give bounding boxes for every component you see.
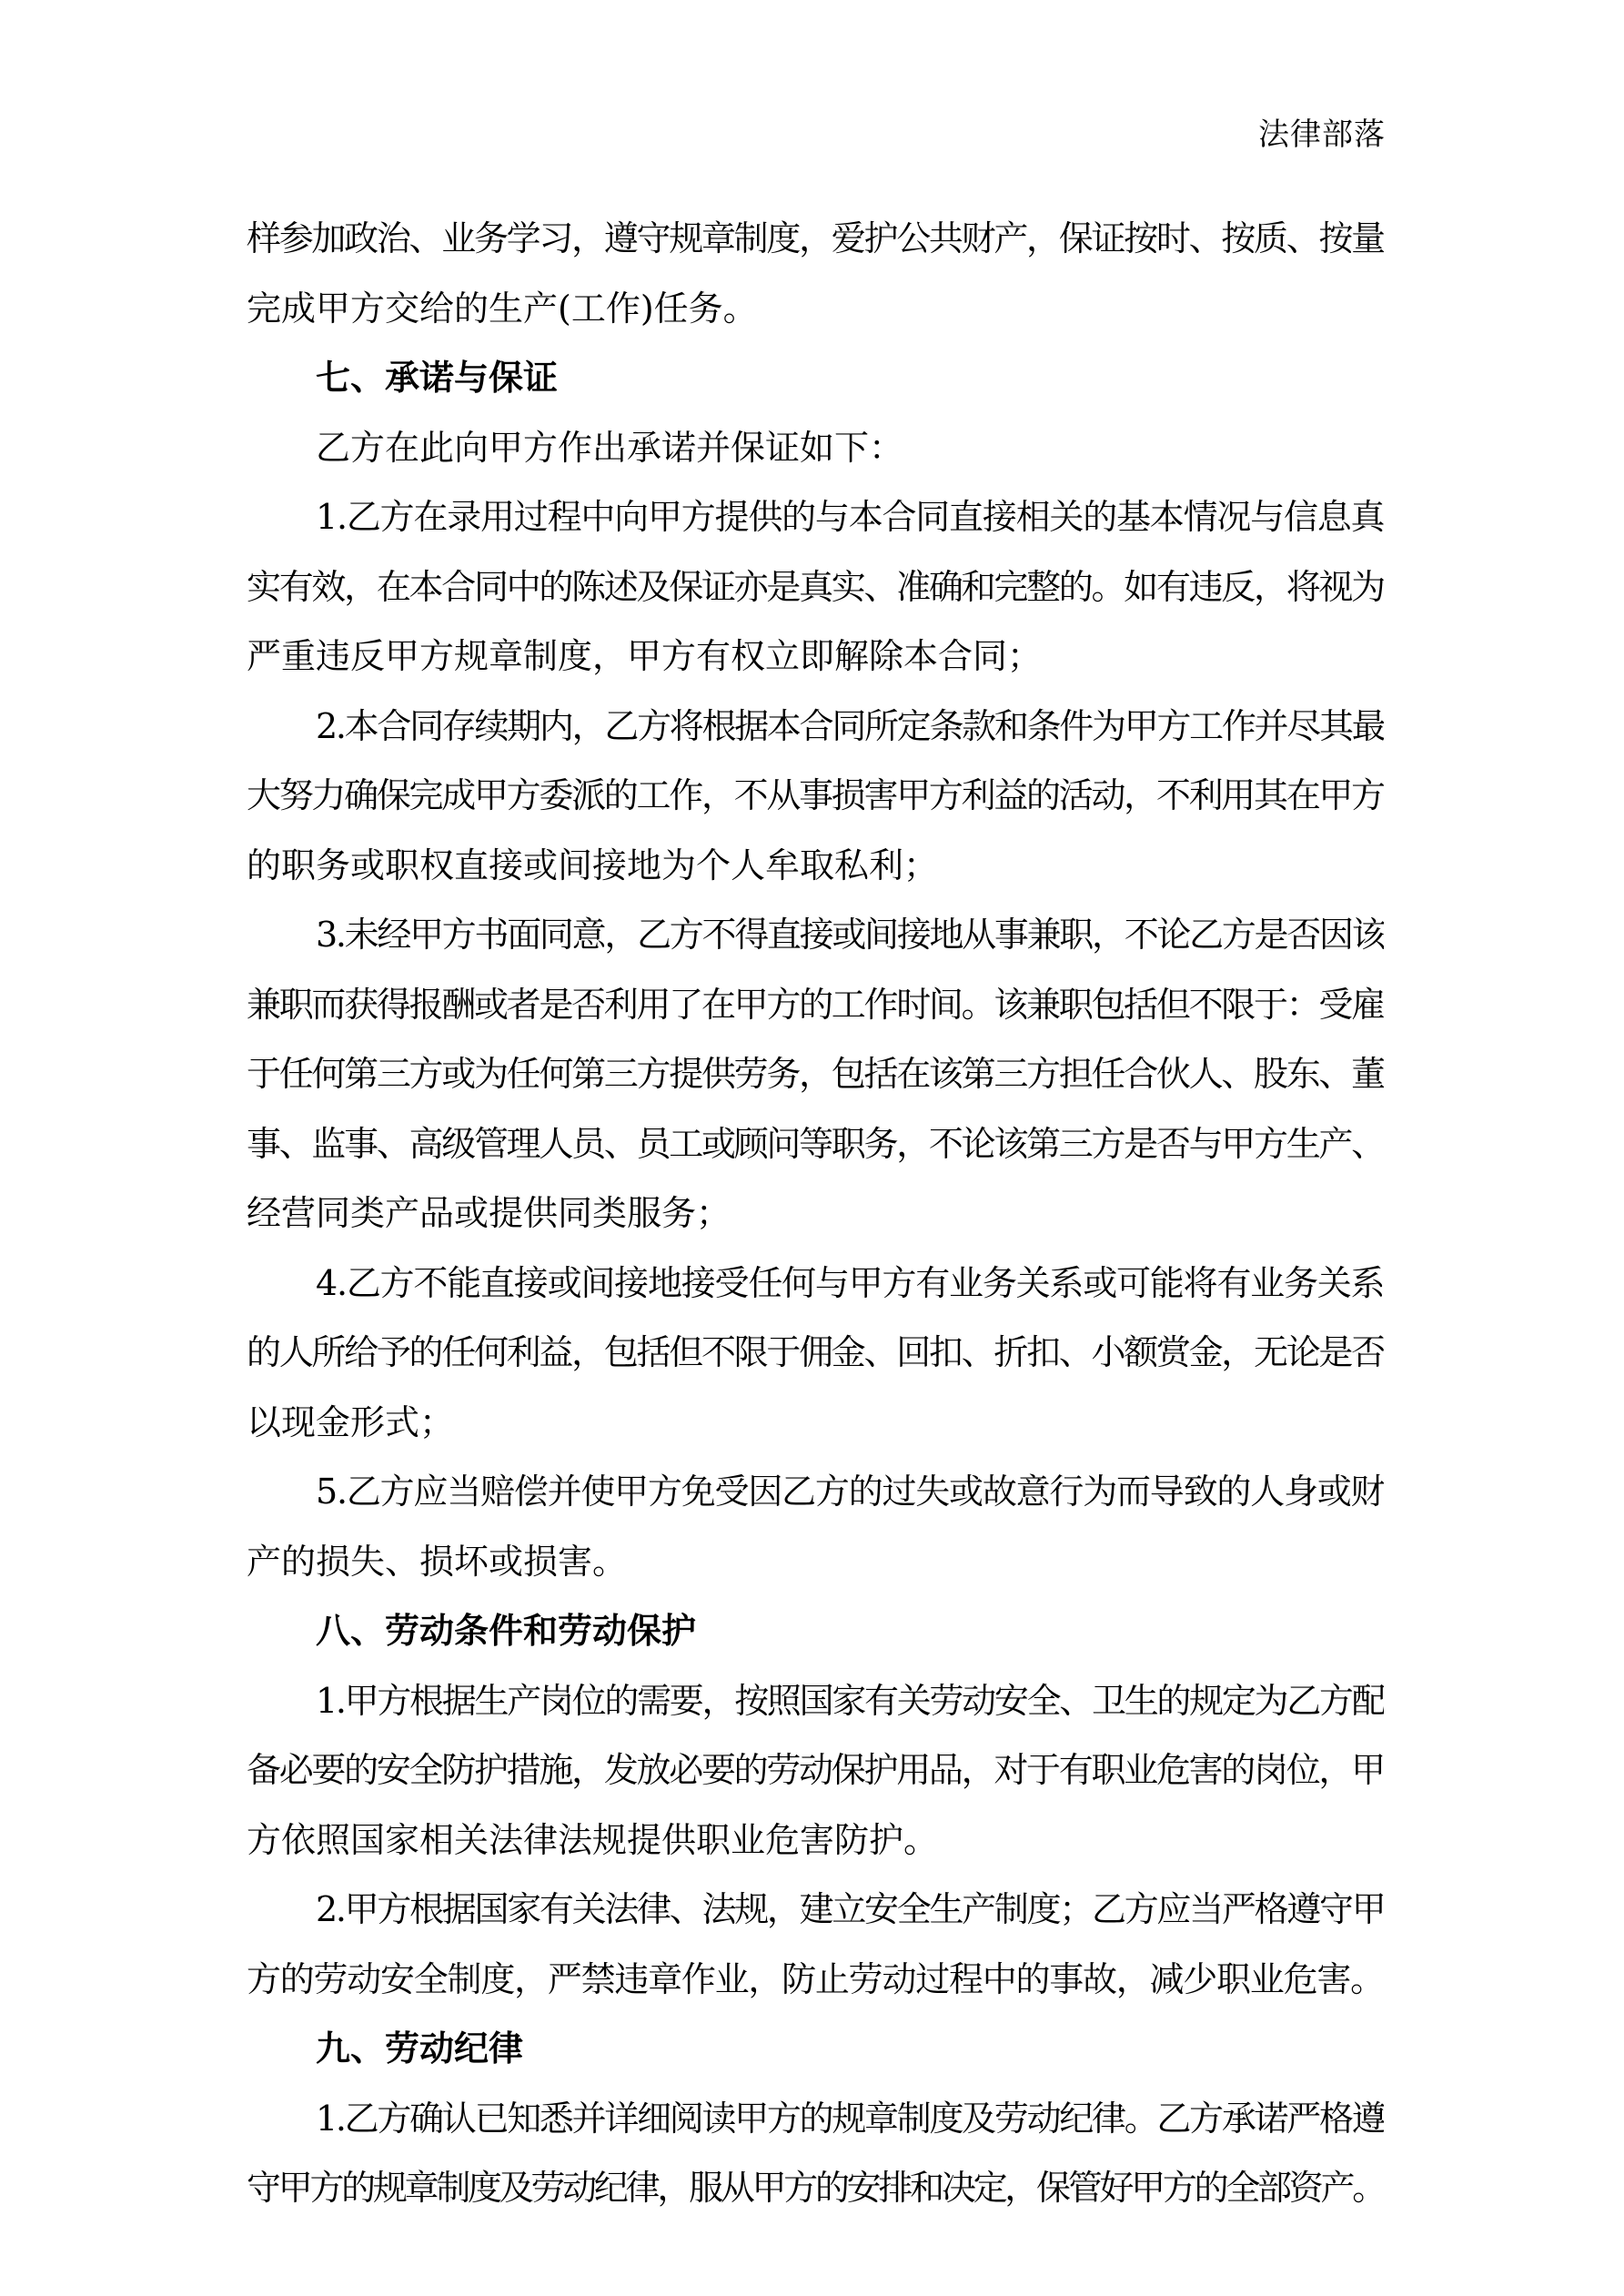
paragraph-line: 于任何第三方或为任何第三方提供劳务，包括在该第三方担任合伙人、股东、董 <box>247 1054 1384 1094</box>
paragraph-line: 样参加政治、业务学习，遵守规章制度，爱护公共财产，保证按时、按质、按量 <box>247 218 1384 258</box>
paragraph-line: 3.未经甲方书面同意，乙方不得直接或间接地从事兼职，不论乙方是否因该 <box>316 915 1384 955</box>
paragraph-line: 2.甲方根据国家有关法律、法规，建立安全生产制度；乙方应当严格遵守甲 <box>316 1889 1384 1929</box>
paragraph-line: 实有效，在本合同中的陈述及保证亦是真实、准确和完整的。如有违反，将视为 <box>247 566 1384 607</box>
paragraph-line: 备必要的安全防护措施，发放必要的劳动保护用品，对于有职业危害的岗位，甲 <box>247 1750 1384 1790</box>
section-heading: 九、劳动纪律 <box>316 2028 524 2068</box>
paragraph-line: 乙方在此向甲方作出承诺并保证如下： <box>316 427 904 468</box>
paragraph-line: 方的劳动安全制度，严禁违章作业，防止劳动过程中的事故，减少职业危害。 <box>247 1958 1384 1999</box>
paragraph-line: 2.本合同存续期内，乙方将根据本合同所定条款和条件为甲方工作并尽其最 <box>316 705 1384 746</box>
document-body <box>247 204 1384 2223</box>
paragraph-line: 的人所给予的任何利益，包括但不限于佣金、回扣、折扣、小额赏金，无论是否 <box>247 1332 1384 1372</box>
paragraph-line: 产的损失、损坏或损害。 <box>247 1541 628 1582</box>
paragraph-line: 1.乙方在录用过程中向甲方提供的与本合同直接相关的基本情况与信息真 <box>316 497 1384 537</box>
paragraph-line: 5.乙方应当赔偿并使甲方免受因乙方的过失或故意行为而导致的人身或财 <box>316 1472 1384 1512</box>
header-label: 法律部落 <box>1258 116 1386 153</box>
section-heading: 八、劳动条件和劳动保护 <box>316 1611 697 1651</box>
paragraph-line: 以现金形式； <box>247 1401 455 1442</box>
paragraph-line: 1.乙方确认已知悉并详细阅读甲方的规章制度及劳动纪律。乙方承诺严格遵 <box>316 2098 1384 2139</box>
paragraph-line: 完成甲方交给的生产(工作)任务。 <box>247 288 758 329</box>
paragraph-line: 1.甲方根据生产岗位的需要，按照国家有关劳动安全、卫生的规定为乙方配 <box>316 1680 1384 1721</box>
paragraph-line: 事、监事、高级管理人员、员工或顾问等职务，不论该第三方是否与甲方生产、 <box>247 1123 1384 1164</box>
paragraph-line: 大努力确保完成甲方委派的工作，不从事损害甲方利益的活动，不利用其在甲方 <box>247 775 1384 815</box>
paragraph-line: 兼职而获得报酬或者是否利用了在甲方的工作时间。该兼职包括但不限于：受雇 <box>247 984 1384 1025</box>
paragraph-line: 严重违反甲方规章制度，甲方有权立即解除本合同； <box>247 636 1043 676</box>
paragraph-line: 守甲方的规章制度及劳动纪律，服从甲方的安排和决定，保管好甲方的全部资产。 <box>247 2168 1384 2208</box>
section-heading: 七、承诺与保证 <box>316 358 559 398</box>
paragraph-line: 方依照国家相关法律法规提供职业危害防护。 <box>247 1819 939 1860</box>
paragraph-line: 4.乙方不能直接或间接地接受任何与甲方有业务关系或可能将有业务关系 <box>316 1262 1384 1303</box>
paragraph-line: 的职务或职权直接或间接地为个人牟取私利； <box>247 845 939 885</box>
paragraph-line: 经营同类产品或提供同类服务； <box>247 1193 731 1233</box>
